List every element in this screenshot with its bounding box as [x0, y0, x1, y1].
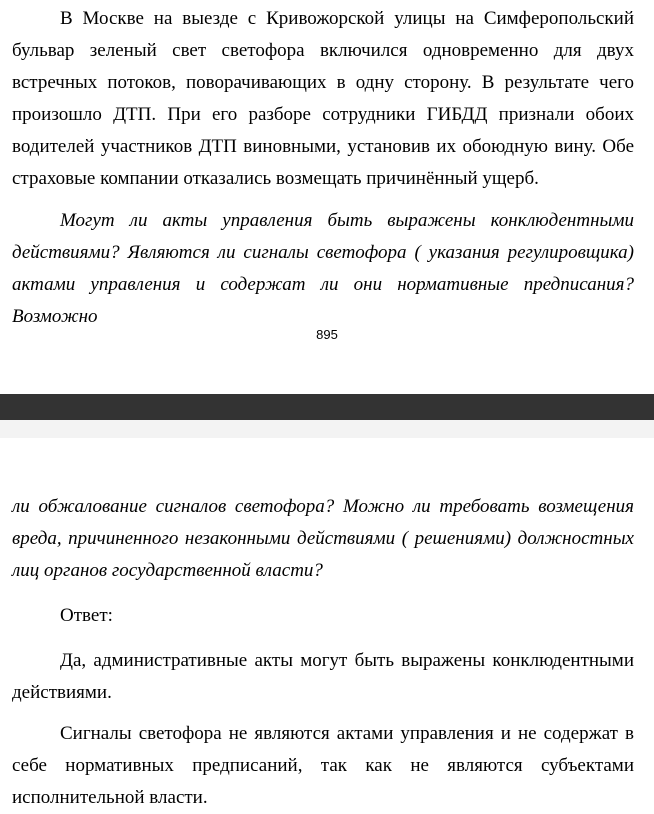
answer-paragraph-2: [12, 718, 634, 814]
answer-paragraph-1-text: Да, административные акты могут быть выражены конклюдентными действиями.: [12, 650, 634, 703]
page-number: 895: [316, 327, 338, 342]
case-paragraph: [12, 3, 634, 195]
case-paragraph-text: В Москве на выезде с Кривожорской улицы на Симферопольский бульвар зеленый свет светофора включился одновременно для двух встречных потоков, поворачивающих в одну сторону. В результате чего произошло ДТП. При его разборе сотрудники ГИБДД признали обоих водителей участников ДТП виновными, установив их обоюдную вину. Обе страховые компании отказались возмещать причинённый ущерб.: [12, 8, 634, 189]
question-paragraph-continued: ли обжалование сигналов светофора? Можно ли требовать возмещения вреда, причиненного незаконными действиями ( решениями) должностных лиц органов государственной власти?: [12, 496, 634, 581]
page-separator: [0, 394, 654, 438]
answer-paragraph-2-text: Сигналы светофора не являются актами управления и не содержат в себе нормативных предписаний, так как не являются субъектами исполнительной власти.: [12, 723, 634, 808]
answer-paragraph-1: [12, 645, 634, 709]
answer-label: Ответ:: [60, 605, 113, 626]
question-paragraph-start-text: Могут ли акты управления быть выражены конклюдентными действиями? Являются ли сигналы светофора ( указания регулировщика) актами управления и содержат ли они нормативные предписания? Возможно: [12, 210, 634, 327]
page-separator-bar: [0, 394, 654, 420]
question-paragraph-start: [12, 205, 634, 333]
